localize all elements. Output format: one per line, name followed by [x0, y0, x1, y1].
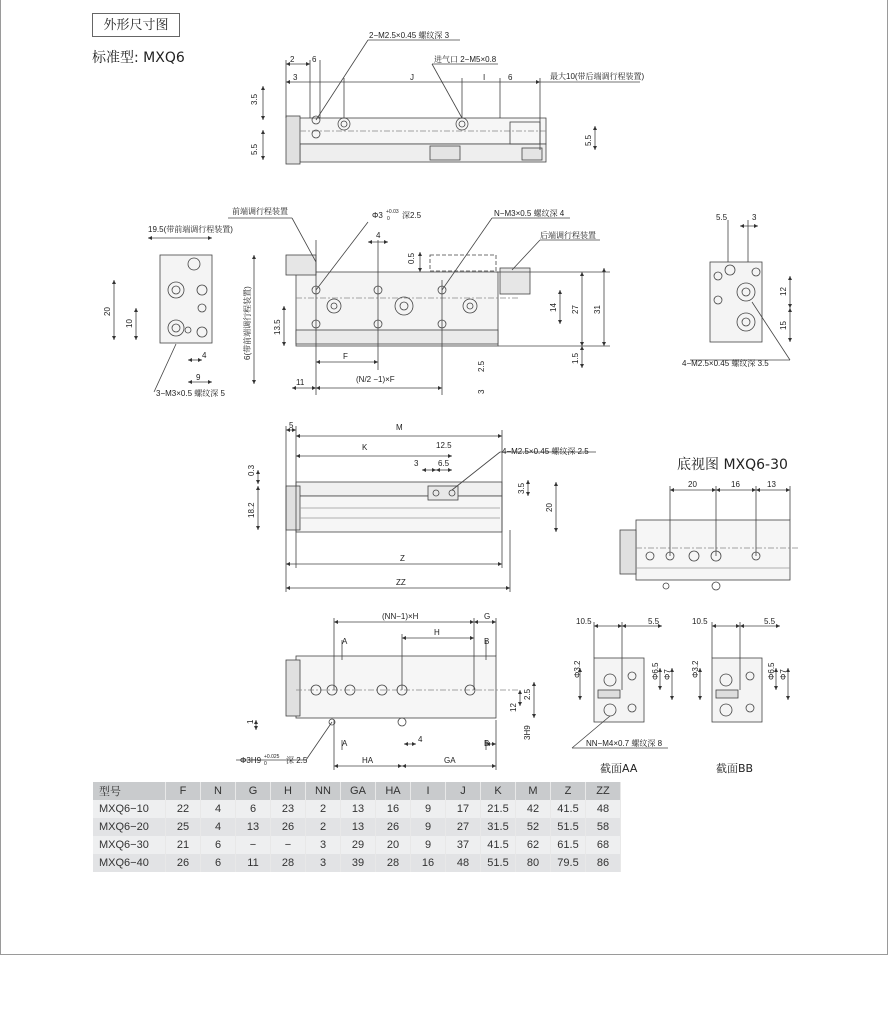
note-front-adjuster: 前端调行程装置 — [232, 207, 288, 216]
table-header-cell: 型号 — [93, 782, 166, 800]
table-cell: 4 — [201, 818, 236, 836]
table-cell: 62 — [516, 836, 551, 854]
table-cell: MXQ6−30 — [93, 836, 166, 854]
table-cell: 29 — [341, 836, 376, 854]
dim-20-end: 20 — [103, 307, 112, 316]
dim-phi3: Φ3 — [372, 211, 383, 220]
table-cell: MXQ6−40 — [93, 854, 166, 872]
table-cell: 4 — [201, 800, 236, 818]
dim-13-5: 13.5 — [273, 319, 282, 335]
dim-phi3-2-bb: Φ3.2 — [691, 660, 700, 678]
dim-5-5-left: 5.5 — [250, 143, 259, 155]
table-cell: 68 — [586, 836, 621, 854]
table-cell: 80 — [516, 854, 551, 872]
dim-3-front: 3 — [414, 459, 419, 468]
dim-A-top: A — [342, 637, 348, 646]
dim-10-end: 10 — [125, 319, 134, 328]
dim-H: H — [434, 628, 440, 637]
note-phi3h9: Φ3H9 — [240, 756, 262, 765]
table-cell: 58 — [586, 818, 621, 836]
page-frame-bottom — [0, 954, 888, 955]
dim-5-5-right: 5.5 — [584, 134, 593, 146]
dim-10-5-bb: 10.5 — [692, 617, 708, 626]
note-inlet-port: 进气口 2−M5×0.8 — [434, 55, 497, 64]
dim-31: 31 — [593, 305, 602, 314]
dim-13-bottom: 13 — [767, 480, 776, 489]
note-nn-m4: NN−M4×0.7 螺纹深 8 — [586, 739, 663, 748]
table-cell: 27 — [446, 818, 481, 836]
table-cell: 13 — [236, 818, 271, 836]
dim-I: I — [483, 73, 486, 82]
table-cell: 9 — [411, 800, 446, 818]
end-view-left-drawing — [114, 238, 212, 392]
dim-Z: Z — [400, 554, 405, 563]
table-cell: 26 — [271, 818, 306, 836]
dim-2-5-bf: 2.5 — [523, 688, 532, 700]
dim-6-top: 6 — [312, 55, 317, 64]
table-cell: 28 — [376, 854, 411, 872]
table-header-cell: J — [446, 782, 481, 800]
dim-ZZ: ZZ — [396, 578, 406, 587]
dim-4-side: 4 — [376, 231, 381, 240]
section-aa-drawing — [572, 622, 672, 748]
dim-K: K — [362, 443, 368, 452]
table-header-cell: GA — [341, 782, 376, 800]
table-cell: 9 — [411, 818, 446, 836]
table-header-cell: HA — [376, 782, 411, 800]
dim-5-5-bb: 5.5 — [764, 617, 776, 626]
dim-F: F — [343, 352, 348, 361]
table-cell: 16 — [411, 854, 446, 872]
dim-11: 11 — [296, 378, 305, 387]
dim-3h9: 3H9 — [523, 725, 532, 740]
table-row — [93, 818, 621, 836]
table-header-cell: NN — [306, 782, 341, 800]
dim-18-2: 18.2 — [247, 502, 256, 518]
table-cell: 86 — [586, 854, 621, 872]
bottom-view-drawing — [620, 486, 800, 590]
section-aa-label: 截面AA — [600, 762, 638, 775]
dim-9-end: 9 — [196, 373, 201, 382]
table-cell: 41.5 — [551, 800, 586, 818]
dim-B-bottom: B — [484, 739, 490, 748]
dim-6-right: 6 — [508, 73, 513, 82]
dim-J: J — [410, 73, 414, 82]
table-cell: 26 — [376, 818, 411, 836]
dim-20-bottom: 20 — [688, 480, 697, 489]
dim-phi3-tol: +0.03 — [386, 209, 399, 215]
table-cell: 48 — [586, 800, 621, 818]
table-cell: 48 — [446, 854, 481, 872]
table-cell: 6 — [236, 800, 271, 818]
dim-phi7-aa: Φ7 — [663, 669, 672, 680]
dim-14: 14 — [549, 303, 558, 312]
dim-15-rear: 15 — [779, 321, 788, 330]
table-cell: 23 — [271, 800, 306, 818]
note-top-m25: 2−M2.5×0.45 螺纹深 3 — [369, 31, 450, 40]
dim-4-end: 4 — [202, 351, 207, 360]
dim-phi3-tol0: 0 — [387, 216, 390, 222]
dim-1: 1 — [246, 719, 255, 724]
table-header-cell: F — [166, 782, 201, 800]
table-cell: 6 — [201, 836, 236, 854]
dim-A-bottom: A — [342, 739, 348, 748]
note-rear-adjuster: 后端调行程装置 — [540, 231, 596, 240]
table-cell: 6 — [201, 854, 236, 872]
dim-3-top: 3 — [293, 73, 298, 82]
dim-4-bottom: 4 — [418, 735, 423, 744]
dim-2-5-side: 2.5 — [477, 360, 486, 372]
table-cell: − — [271, 836, 306, 854]
table-cell: 2 — [306, 800, 341, 818]
table-cell: 3 — [306, 836, 341, 854]
end-view-right-drawing — [690, 220, 790, 360]
dim-27: 27 — [571, 305, 580, 314]
table-header-cell: N — [201, 782, 236, 800]
dim-M: M — [396, 423, 403, 432]
table-cell: 11 — [236, 854, 271, 872]
table-cell: 51.5 — [481, 854, 516, 872]
dim-0-5: 0.5 — [407, 252, 416, 264]
table-cell: 79.5 — [551, 854, 586, 872]
table-cell: 28 — [271, 854, 306, 872]
dim-3-rear: 3 — [752, 213, 757, 222]
dim-1-5: 1.5 — [571, 352, 580, 364]
section-title: 外形尺寸图 — [92, 13, 180, 37]
dim-12-5: 12.5 — [436, 441, 452, 450]
table-cell: MXQ6−10 — [93, 800, 166, 818]
table-cell: 37 — [446, 836, 481, 854]
table-header-cell: ZZ — [586, 782, 621, 800]
note-side6: 6(带前端调行程装置) — [243, 286, 252, 360]
table-cell: 41.5 — [481, 836, 516, 854]
dim-phi6-5-bb: Φ6.5 — [767, 662, 776, 680]
table-cell: 13 — [341, 800, 376, 818]
dim-5-5-aa: 5.5 — [648, 617, 660, 626]
table-cell: 16 — [376, 800, 411, 818]
dim-phi6-5-aa: Φ6.5 — [651, 662, 660, 680]
dim-0-3: 0.3 — [247, 464, 256, 476]
note-formula-f: (N/2 −1)×F — [356, 375, 395, 384]
table-header-cell: G — [236, 782, 271, 800]
dim-2: 2 — [290, 55, 295, 64]
note-w19-5: 19.5(带前端调行程装置) — [148, 225, 233, 234]
dim-12-bf: 12 — [509, 703, 518, 712]
table-cell: 9 — [411, 836, 446, 854]
table-cell: 42 — [516, 800, 551, 818]
dim-20-front: 20 — [545, 503, 554, 512]
note-m3-depth5: 3−M3×0.5 螺纹深 5 — [156, 389, 225, 398]
note-max10: 最大10(带后端调行程装置) — [550, 72, 645, 81]
type-title: 标准型: MXQ6 — [92, 50, 185, 66]
dim-phi3-2-aa: Φ3.2 — [573, 660, 582, 678]
table-cell: 26 — [166, 854, 201, 872]
note-m25-depth35: 4−M2.5×0.45 螺纹深 3.5 — [682, 359, 769, 368]
table-header-row — [93, 782, 621, 800]
table-row — [93, 854, 621, 872]
dim-16-bottom: 16 — [731, 480, 740, 489]
section-bb-label: 截面BB — [716, 762, 754, 775]
table-header-cell: K — [481, 782, 516, 800]
dim-3-5-front: 3.5 — [517, 482, 526, 494]
dim-3-side: 3 — [477, 389, 486, 394]
table-cell: 2 — [306, 818, 341, 836]
table-cell: 51.5 — [551, 818, 586, 836]
note-phi3-depth: 深2.5 — [402, 211, 422, 220]
dim-HA: HA — [362, 756, 374, 765]
dim-phi7-bb: Φ7 — [779, 669, 788, 680]
table-cell: 20 — [376, 836, 411, 854]
table-cell: 22 — [166, 800, 201, 818]
table-cell: 17 — [446, 800, 481, 818]
dim-5-5-rear: 5.5 — [716, 213, 728, 222]
table-row — [93, 836, 621, 854]
table-cell: 3 — [306, 854, 341, 872]
dim-3-5: 3.5 — [250, 93, 259, 105]
table-cell: − — [236, 836, 271, 854]
bottom-view-title: 底视图 MXQ6-30 — [677, 457, 788, 473]
table-cell: 31.5 — [481, 818, 516, 836]
dim-GA: GA — [444, 756, 456, 765]
dim-5-front: 5 — [289, 421, 294, 430]
table-cell: 25 — [166, 818, 201, 836]
table-cell: 13 — [341, 818, 376, 836]
table-header-cell: Z — [551, 782, 586, 800]
table-header-cell: H — [271, 782, 306, 800]
dim-B-top: B — [484, 637, 490, 646]
table-cell: 39 — [341, 854, 376, 872]
dimension-table — [93, 782, 621, 872]
table-cell: 61.5 — [551, 836, 586, 854]
note-nn-h: (NN−1)×H — [382, 612, 419, 621]
note-nm3: N−M3×0.5 螺纹深 4 — [494, 209, 565, 218]
dim-G: G — [484, 612, 491, 621]
dim-phi3h9-tol0: 0 — [264, 761, 267, 767]
table-header-cell: I — [411, 782, 446, 800]
note-phi3h9-depth: 深 2.5 — [286, 756, 308, 765]
table-cell: MXQ6−20 — [93, 818, 166, 836]
table-cell: 52 — [516, 818, 551, 836]
dim-6-5-front: 6.5 — [438, 459, 450, 468]
note-m25-depth25: 4−M2.5×0.45 螺纹深 2.5 — [502, 447, 589, 456]
table-row — [93, 800, 621, 818]
table-cell: 21 — [166, 836, 201, 854]
dim-10-5-aa: 10.5 — [576, 617, 592, 626]
dim-phi3h9-tol: +0.025 — [264, 754, 280, 760]
table-cell: 21.5 — [481, 800, 516, 818]
table-header-cell: M — [516, 782, 551, 800]
dim-12-rear: 12 — [779, 287, 788, 296]
